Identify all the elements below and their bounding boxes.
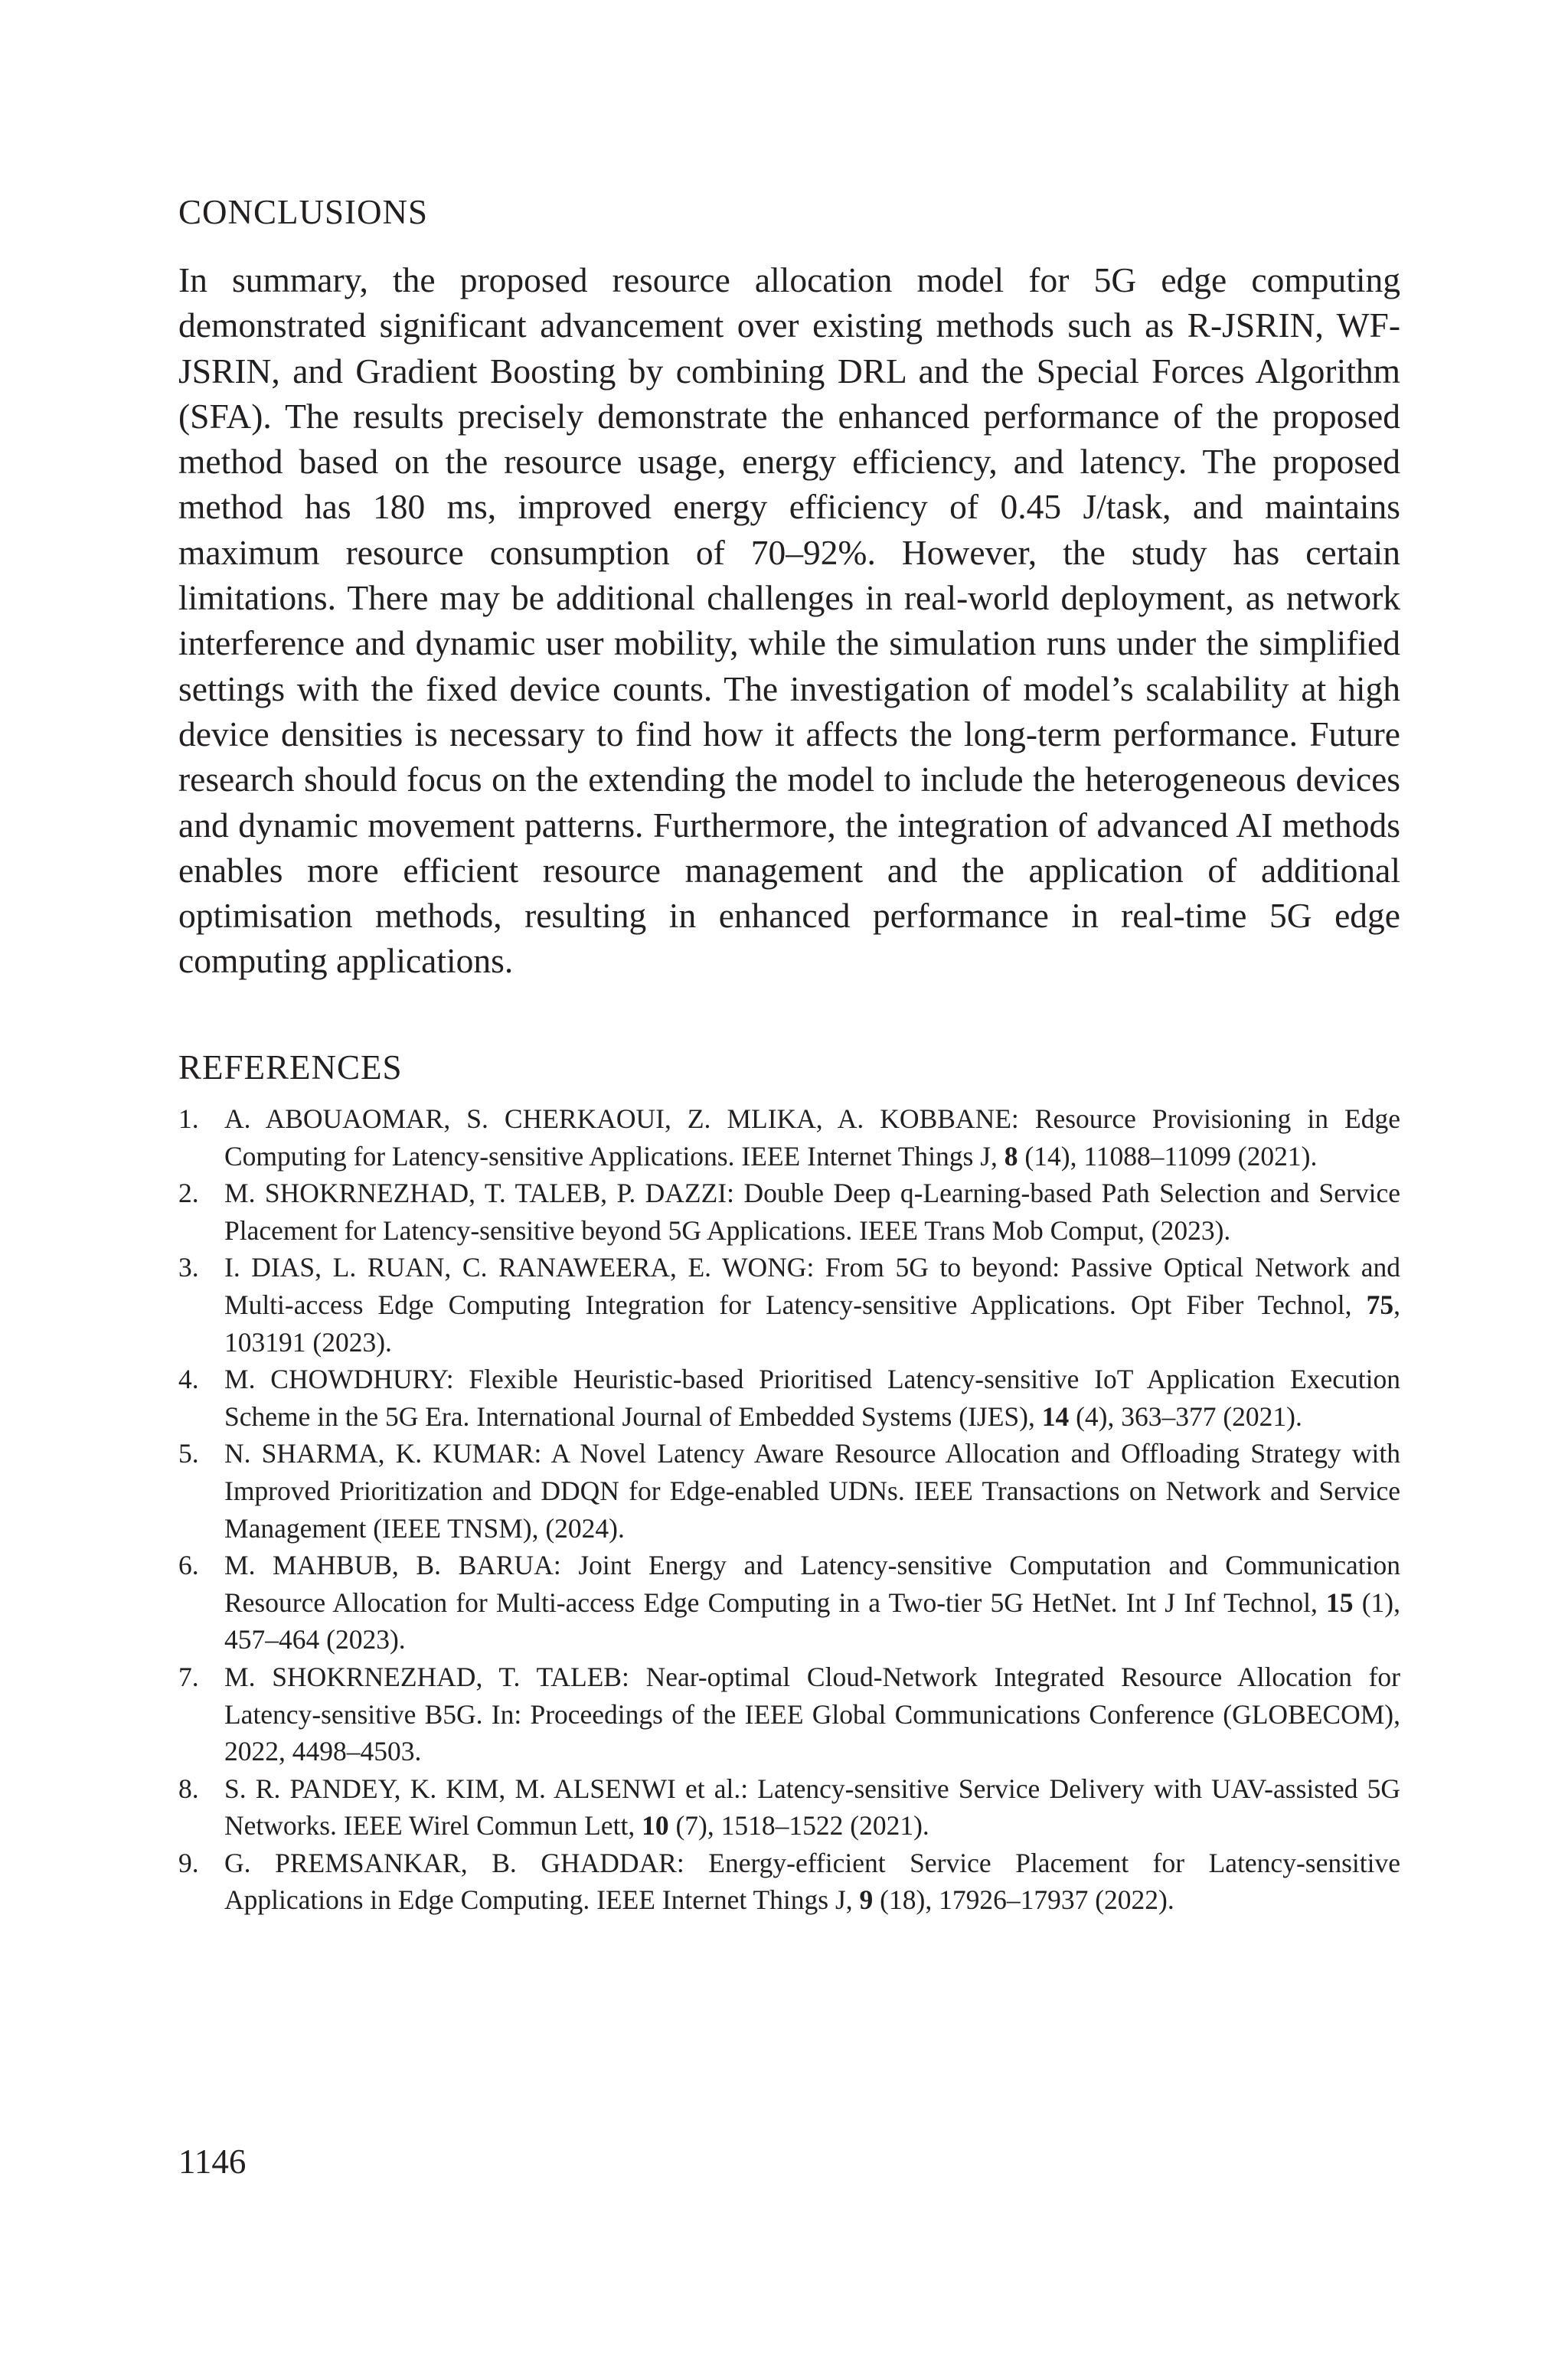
reference-text: I. DIAS, L. RUAN, C. RANAWEERA, E. WONG: From 5G to beyond: Passive Optical Network and Multi-access Edge Computing Integration for Latency-sensitive Applications. Opt Fiber Technol, [224, 1252, 1400, 1320]
reference-item [178, 1547, 1400, 1659]
reference-number: 8. [178, 1773, 199, 1804]
references-heading: REFERENCES [178, 1048, 403, 1087]
conclusions-heading: CONCLUSIONS [178, 193, 429, 231]
reference-number: 9. [178, 1847, 199, 1878]
reference-text-end: (18), 17926–17937 (2022). [873, 1884, 1174, 1916]
reference-text-end: , 103191 (2023). [224, 1289, 1400, 1358]
reference-item [178, 1361, 1400, 1435]
reference-text: S. R. PANDEY, K. KIM, M. ALSENWI et al.: Latency-sensitive Service Delivery with UAV-assisted 5G Networks. IEEE Wirel Commun Lett, [224, 1773, 1400, 1842]
reference-item [178, 1100, 1400, 1175]
reference-volume: 8 [1004, 1140, 1018, 1172]
reference-item [178, 1845, 1400, 1919]
reference-volume: 10 [642, 1810, 669, 1842]
reference-text: N. SHARMA, K. KUMAR: A Novel Latency Aware Resource Allocation and Offloading Strategy with Improved Prioritization and DDQN for Edge-enabled UDNs. IEEE Transactions on Network and Service Management (IEEE TNSM), (2024). [224, 1438, 1400, 1544]
reference-text-end: (14), 11088–11099 (2021). [1018, 1140, 1318, 1172]
reference-number: 5. [178, 1438, 199, 1469]
reference-text: G. PREMSANKAR, B. GHADDAR: Energy-efficient Service Placement for Latency-sensitive Applications in Edge Computing. IEEE Internet Things J, [224, 1847, 1400, 1916]
reference-text: M. CHOWDHURY: Flexible Heuristic-based Prioritised Latency-sensitive IoT Application Execution Scheme in the 5G Era. International Journal of Embedded Systems (IJES), [224, 1364, 1400, 1432]
reference-text: M. SHOKRNEZHAD, T. TALEB: Near-optimal Cloud-Network Integrated Resource Allocation for Latency-sensitive B5G. In: Proceedings of the IEEE Global Communications Conference (GLOBECOM), 2022, 4498–4503. [224, 1661, 1400, 1767]
reference-list [178, 1100, 1400, 1919]
reference-number: 2. [178, 1178, 199, 1209]
reference-text: M. MAHBUB, B. BARUA: Joint Energy and Latency-sensitive Computation and Communication Resource Allocation for Multi-access Edge Computing in a Two-tier 5G HetNet. Int J Inf Technol, [224, 1550, 1400, 1618]
reference-text-end: (1), 457–464 (2023). [224, 1587, 1400, 1655]
reference-volume: 9 [859, 1884, 874, 1916]
reference-text-end: (4), 363–377 (2021). [1069, 1400, 1302, 1432]
reference-item [178, 1435, 1400, 1547]
reference-number: 4. [178, 1364, 199, 1395]
page-number: 1146 [178, 2142, 247, 2181]
reference-item [178, 1659, 1400, 1770]
reference-volume: 75 [1366, 1289, 1394, 1320]
reference-item [178, 1175, 1400, 1249]
reference-number: 7. [178, 1661, 199, 1692]
reference-number: 6. [178, 1550, 199, 1581]
reference-text-end: (7), 1518–1522 (2021). [668, 1810, 929, 1842]
reference-item [178, 1770, 1400, 1845]
reference-number: 3. [178, 1252, 199, 1283]
conclusions-paragraph: In summary, the proposed resource allocation model for 5G edge computing demonstrated significant advancement over existing methods such as R-JSRIN, WF-JSRIN, and Gradient Boosting by combining DRL and the Special Forces Algorithm (SFA). The results precisely demonstrate the enhanced performance of the proposed method based on the resource usage, energy efficiency, and latency. The proposed method has 180 ms, improved energy efficiency of 0.45 J/task, and maintains maximum resource consumption of 70–92%. However, the study has certain limitations. There may be additional challenges in real-world deployment, as network interference and dynamic user mobility, while the simulation runs under the simplified settings with the fixed device counts. The investigation of model’s scalability at high device densities is necessary to find how it affects the long-term performance. Future research should focus on the extending the model to include the heterogeneous devices and dynamic movement patterns. Furthermore, the integration of advanced AI methods enables more efficient resource management and the application of additional optimisation methods, resulting in enhanced performance in real-time 5G edge computing applications. [178, 260, 1400, 981]
reference-item [178, 1249, 1400, 1361]
reference-volume: 15 [1326, 1587, 1354, 1618]
reference-text: A. ABOUAOMAR, S. CHERKAOUI, Z. MLIKA, A. KOBBANE: Resource Provisioning in Edge Computing for Latency-sensitive Applications. IEEE Internet Things J, [224, 1103, 1400, 1172]
reference-number: 1. [178, 1103, 199, 1134]
reference-text: M. SHOKRNEZHAD, T. TALEB, P. DAZZI: Double Deep q-Learning-based Path Selection and Service Placement for Latency-sensitive beyond 5G Applications. IEEE Trans Mob Comput, (2023). [224, 1178, 1400, 1246]
reference-volume: 14 [1041, 1400, 1070, 1432]
